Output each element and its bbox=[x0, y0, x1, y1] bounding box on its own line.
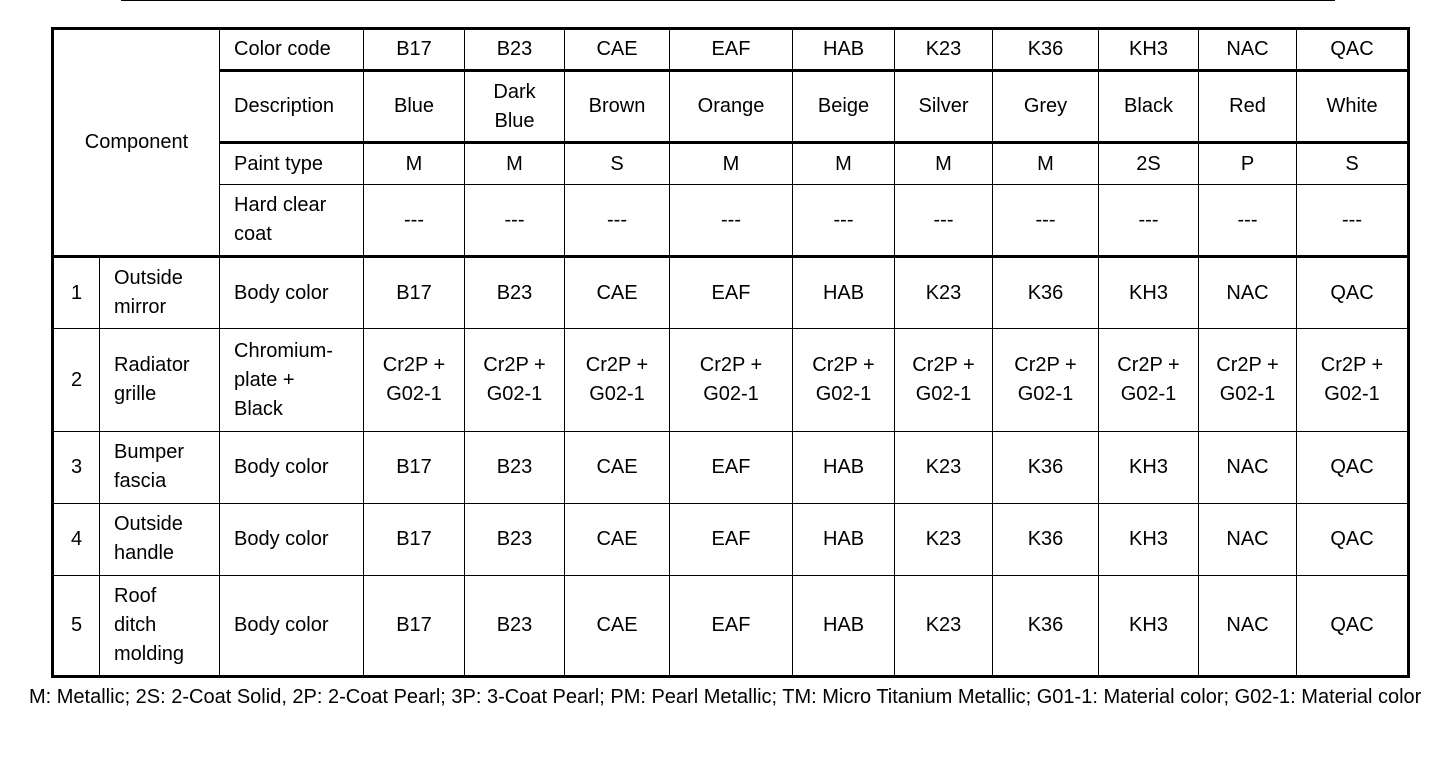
table-cell: P bbox=[1199, 143, 1297, 185]
table-cell: --- bbox=[465, 185, 565, 257]
table-cell: QAC bbox=[1297, 575, 1409, 676]
table-cell: --- bbox=[565, 185, 670, 257]
table-cell: CAE bbox=[565, 29, 670, 71]
component-name: Radiator grille bbox=[100, 329, 220, 431]
table-cell: K23 bbox=[895, 431, 993, 503]
table-cell: --- bbox=[670, 185, 793, 257]
component-number: 3 bbox=[53, 431, 100, 503]
table-cell: CAE bbox=[565, 503, 670, 575]
table-cell: NAC bbox=[1199, 431, 1297, 503]
table-cell: --- bbox=[895, 185, 993, 257]
table-cell: HAB bbox=[793, 29, 895, 71]
table-cell: KH3 bbox=[1099, 257, 1199, 329]
component-name: Outside handle bbox=[100, 503, 220, 575]
table-cell: KH3 bbox=[1099, 503, 1199, 575]
table-cell: Cr2P + G02-1 bbox=[565, 329, 670, 431]
component-name: Bumper fascia bbox=[100, 431, 220, 503]
table-cell: Beige bbox=[793, 71, 895, 143]
finish-type: Body color bbox=[220, 257, 364, 329]
table-cell: Cr2P + G02-1 bbox=[465, 329, 565, 431]
table-cell: HAB bbox=[793, 431, 895, 503]
table-cell: NAC bbox=[1199, 503, 1297, 575]
component-number: 2 bbox=[53, 329, 100, 431]
table-row bbox=[53, 329, 1409, 431]
header-row-color-code bbox=[53, 29, 1409, 71]
component-header: Component bbox=[53, 29, 220, 257]
table-cell: NAC bbox=[1199, 29, 1297, 71]
table-row bbox=[53, 257, 1409, 329]
footnote: M: Metallic; 2S: 2-Coat Solid, 2P: 2-Coat Pearl; 3P: 3-Coat Pearl; PM: Pearl Metallic; TM: Micro Titanium Metallic; G01-1: Material color; G02-1: Material color bbox=[29, 686, 1422, 708]
table-cell: M bbox=[670, 143, 793, 185]
table-cell: Cr2P + G02-1 bbox=[993, 329, 1099, 431]
table-cell: B17 bbox=[364, 257, 465, 329]
table-cell: Cr2P + G02-1 bbox=[364, 329, 465, 431]
table-cell: K36 bbox=[993, 29, 1099, 71]
table-cell: K36 bbox=[993, 257, 1099, 329]
table-cell: Orange bbox=[670, 71, 793, 143]
table-cell: K36 bbox=[993, 503, 1099, 575]
top-rule bbox=[121, 0, 1335, 1]
table-cell: B23 bbox=[465, 575, 565, 676]
table-cell: EAF bbox=[670, 257, 793, 329]
component-number: 4 bbox=[53, 503, 100, 575]
table-cell: EAF bbox=[670, 29, 793, 71]
table-row bbox=[53, 575, 1409, 676]
component-number: 5 bbox=[53, 575, 100, 676]
table-cell: NAC bbox=[1199, 575, 1297, 676]
table-cell: KH3 bbox=[1099, 431, 1199, 503]
table-row bbox=[53, 503, 1409, 575]
table-cell: 2S bbox=[1099, 143, 1199, 185]
finish-type: Body color bbox=[220, 431, 364, 503]
table-cell: K36 bbox=[993, 575, 1099, 676]
header-row-paint-type bbox=[53, 143, 1409, 185]
table-cell: --- bbox=[993, 185, 1099, 257]
table-cell: Cr2P + G02-1 bbox=[1199, 329, 1297, 431]
table-cell: White bbox=[1297, 71, 1409, 143]
table-cell: K23 bbox=[895, 257, 993, 329]
finish-type: Body color bbox=[220, 503, 364, 575]
table-cell: K36 bbox=[993, 431, 1099, 503]
row-label: Color code bbox=[220, 29, 364, 71]
table-cell: EAF bbox=[670, 575, 793, 676]
component-name: Roof ditch molding bbox=[100, 575, 220, 676]
table-cell: Blue bbox=[364, 71, 465, 143]
table-cell: Cr2P + G02-1 bbox=[793, 329, 895, 431]
table-cell: Dark Blue bbox=[465, 71, 565, 143]
table-cell: B23 bbox=[465, 257, 565, 329]
table-cell: K23 bbox=[895, 29, 993, 71]
table-cell: Red bbox=[1199, 71, 1297, 143]
table-cell: S bbox=[1297, 143, 1409, 185]
table-cell: Grey bbox=[993, 71, 1099, 143]
table-cell: QAC bbox=[1297, 431, 1409, 503]
table-cell: Cr2P + G02-1 bbox=[1099, 329, 1199, 431]
table-cell: Cr2P + G02-1 bbox=[1297, 329, 1409, 431]
table-cell: CAE bbox=[565, 575, 670, 676]
table-cell: HAB bbox=[793, 503, 895, 575]
paint-color-table bbox=[51, 27, 1410, 678]
table-cell: QAC bbox=[1297, 257, 1409, 329]
table-cell: B17 bbox=[364, 431, 465, 503]
table-cell: B17 bbox=[364, 575, 465, 676]
table-cell: --- bbox=[1199, 185, 1297, 257]
row-label: Paint type bbox=[220, 143, 364, 185]
table-cell: M bbox=[465, 143, 565, 185]
table-cell: Cr2P + G02-1 bbox=[670, 329, 793, 431]
table-cell: KH3 bbox=[1099, 29, 1199, 71]
table-cell: QAC bbox=[1297, 29, 1409, 71]
table-cell: CAE bbox=[565, 257, 670, 329]
table-cell: --- bbox=[793, 185, 895, 257]
table-cell: Silver bbox=[895, 71, 993, 143]
finish-type: Chromium- plate + Black bbox=[220, 329, 364, 431]
table-cell: B23 bbox=[465, 29, 565, 71]
component-name: Outside mirror bbox=[100, 257, 220, 329]
component-number: 1 bbox=[53, 257, 100, 329]
table-cell: Cr2P + G02-1 bbox=[895, 329, 993, 431]
table-cell: --- bbox=[1297, 185, 1409, 257]
table-row bbox=[53, 431, 1409, 503]
table-cell: HAB bbox=[793, 575, 895, 676]
table-cell: S bbox=[565, 143, 670, 185]
table-cell: M bbox=[993, 143, 1099, 185]
table-cell: B17 bbox=[364, 503, 465, 575]
table-cell: B17 bbox=[364, 29, 465, 71]
table-cell: M bbox=[895, 143, 993, 185]
table-cell: KH3 bbox=[1099, 575, 1199, 676]
table-cell: Black bbox=[1099, 71, 1199, 143]
table-cell: --- bbox=[364, 185, 465, 257]
finish-type: Body color bbox=[220, 575, 364, 676]
table-cell: Brown bbox=[565, 71, 670, 143]
table-cell: M bbox=[364, 143, 465, 185]
header-row-hard-clear-coat bbox=[53, 185, 1409, 257]
table-cell: NAC bbox=[1199, 257, 1297, 329]
table-cell: B23 bbox=[465, 431, 565, 503]
table-cell: EAF bbox=[670, 503, 793, 575]
table-cell: K23 bbox=[895, 503, 993, 575]
table-cell: --- bbox=[1099, 185, 1199, 257]
table-cell: QAC bbox=[1297, 503, 1409, 575]
table-cell: EAF bbox=[670, 431, 793, 503]
row-label: Description bbox=[220, 71, 364, 143]
table-cell: HAB bbox=[793, 257, 895, 329]
header-row-description bbox=[53, 71, 1409, 143]
table-cell: B23 bbox=[465, 503, 565, 575]
row-label: Hard clear coat bbox=[220, 185, 364, 257]
table-cell: K23 bbox=[895, 575, 993, 676]
table-cell: M bbox=[793, 143, 895, 185]
table-cell: CAE bbox=[565, 431, 670, 503]
